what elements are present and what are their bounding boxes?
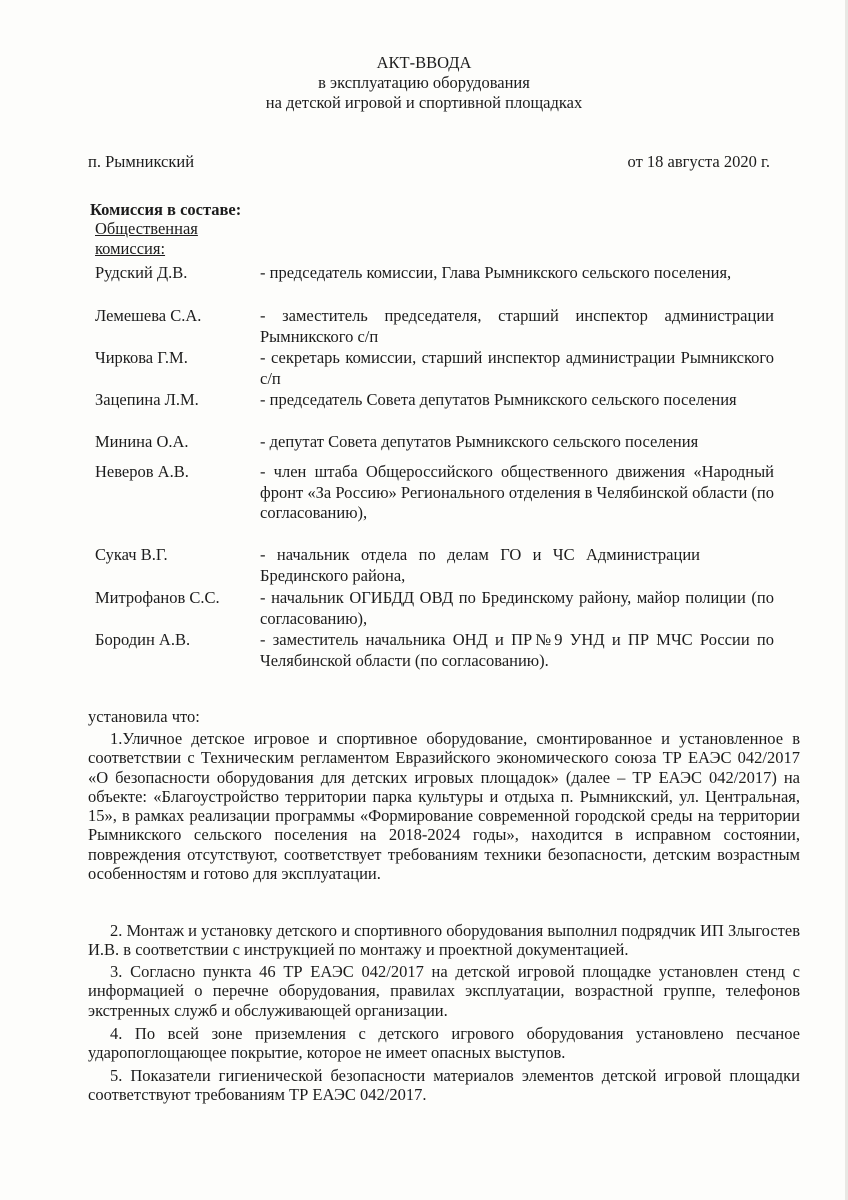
doc-title: АКТ-ВВОДА	[376, 53, 472, 72]
member-role: - секретарь комиссии, старший инспектор администрации Рымникского с/п	[260, 348, 774, 388]
member-role: - начальник отдела по делам ГО и ЧС Администрации Брединского района,	[260, 545, 700, 585]
doc-subtitle-1: в эксплуатацию оборудования	[318, 73, 530, 92]
commission-subheader: Общественная комиссия:	[95, 219, 198, 258]
member-role: - заместитель председателя, старший инспектор администрации Рымникского с/п	[260, 306, 774, 346]
member-role: - председатель комиссии, Глава Рымникского сельского поселения,	[260, 263, 732, 282]
member-name: Минина О.А.	[95, 432, 189, 451]
place: п. Рымникский	[88, 152, 195, 171]
paragraph-2: 2. Монтаж и установку детского и спортивного оборудования выполнил подрядчик ИП Злыгостев И.В. в соответствии с инструкцией по монтажу и проектной документацией.	[88, 921, 800, 960]
paragraph-5: 5. Показатели гигиенической безопасности материалов элементов детской игровой площадки соответствуют требованиям ТР ЕАЭС 042/2017.	[88, 1066, 800, 1105]
member-role: - депутат Совета депутатов Рымникского сельского поселения	[260, 432, 699, 451]
paragraph-1: 1.Уличное детское игровое и спортивное оборудование, смонтированное и установленное в соответствии с Техническим регламентом Евразийского экономического союза ТР ЕАЭС 042/2017 «О безопасности оборудования для детских игровых площадок» (далее – ТР ЕАЭС 042/2017) на объекте: «Благоустройство территории парка культуры и отдыха п. Рымникский, ул. Центральная, 15», в рамках реализации программы «Формирование современной городской среды на территории Рымникского сельского поселения на 2018-2024 годы», находится в исправном состоянии, повреждения отсутствуют, соответствует требованиям техники безопасности, детским возрастным особенностям и готово для эксплуатации.	[88, 729, 800, 884]
member-role: - председатель Совета депутатов Рымникского сельского поселения	[260, 390, 737, 409]
member-role: - начальник ОГИБДД ОВД по Брединскому району, майор полиции (по согласованию),	[260, 588, 774, 628]
member-name: Лемешева С.А.	[95, 306, 202, 325]
member-name: Чиркова Г.М.	[95, 348, 188, 367]
member-role: - заместитель начальника ОНД и ПР№9 УНД и ПР МЧС России по Челябинской области (по согласованию).	[260, 630, 774, 670]
date: от 18 августа 2020 г.	[627, 152, 770, 171]
member-name: Неверов А.В.	[95, 462, 189, 481]
member-name: Рудский Д.В.	[95, 263, 188, 282]
member-name: Бородин А.В.	[95, 630, 191, 649]
paragraph-4: 4. По всей зоне приземления с детского игрового оборудования установлено песчаное ударопоглощающее покрытие, которое не имеет опасных выступов.	[88, 1024, 800, 1063]
member-role: - член штаба Общероссийского общественного движения «Народный фронт «За Россию» Регионального отделения в Челябинской области (по согласованию),	[260, 462, 775, 522]
commission-title: Комиссия в составе:	[90, 200, 242, 219]
doc-subtitle-2: на детской игровой и спортивной площадках	[265, 93, 583, 112]
member-name: Зацепина Л.М.	[95, 390, 199, 409]
intro-text: установила что:	[88, 707, 200, 726]
paragraph-3: 3. Согласно пункта 46 ТР ЕАЭС 042/2017 на детской игровой площадке установлен стенд с информацией о перечне оборудования, правилах эксплуатации, возрастной группе, телефонов экстренных служб и обслуживающей организации.	[88, 962, 800, 1020]
member-name: Митрофанов С.С.	[95, 588, 220, 607]
member-name: Сукач В.Г.	[95, 545, 168, 564]
